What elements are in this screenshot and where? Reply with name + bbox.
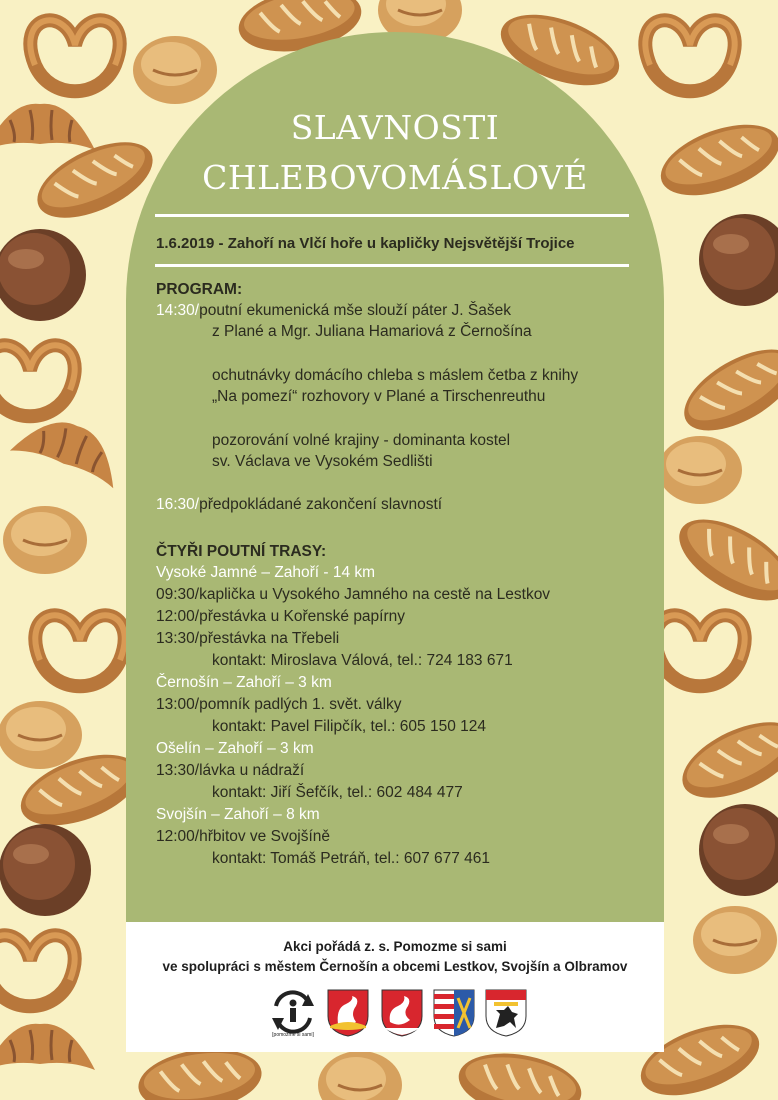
pomozme-si-sami-logo <box>268 988 318 1038</box>
program-item: pozorování volné krajiny - dominanta kostel <box>212 432 511 449</box>
divider-bottom <box>155 264 629 267</box>
cernosin-coat-of-arms <box>326 988 370 1038</box>
route-stop: 12:00/hřbitov ve Svojšíně <box>156 828 331 845</box>
route-contact: kontakt: Miroslava Válová, tel.: 724 183 671 <box>212 652 513 669</box>
program-time: 16:30/ <box>156 496 200 513</box>
date-place: 1.6.2019 - Zahoří na Vlčí hoře u kapličky Nejsvětější Trojice <box>156 235 575 252</box>
program-item: 16:30/předpokládané zakončení slavností <box>156 496 443 513</box>
logo-caption: [pomozme si sami] <box>272 1032 314 1038</box>
route-contact: kontakt: Tomáš Petráň, tel.: 607 677 461 <box>212 850 491 867</box>
route-contact: kontakt: Jiří Šefčík, tel.: 602 484 477 <box>212 784 463 801</box>
organizer-line: Akci pořádá z. s. Pomozme si sami <box>283 939 507 954</box>
program-item-line: z Plané a Mgr. Juliana Hamariová z Černošína <box>212 323 532 340</box>
route-name: Vysoké Jamné – Zahoří - 14 km <box>156 564 376 581</box>
partners-line: ve spolupráci s městem Černošín a obcemi Lestkov, Svojšín a Olbramov <box>162 959 628 974</box>
program-item-line: sv. Václava ve Vysokém Sedlišti <box>212 453 433 470</box>
route-stop: 12:00/přestávka u Kořenské papírny <box>156 608 406 625</box>
route-stop: 09:30/kaplička u Vysokého Jamného na cestě na Lestkov <box>156 586 551 603</box>
route-stop: 13:30/přestávka na Třebeli <box>156 630 340 647</box>
title-line-2: CHLEBOVOMÁSLOVÉ <box>202 158 588 197</box>
lestkov-coat-of-arms <box>380 988 424 1038</box>
route-contact: kontakt: Pavel Filipčík, tel.: 605 150 124 <box>212 718 486 735</box>
route-name: Svojšín – Zahoří – 8 km <box>156 806 320 823</box>
routes-heading: ČTYŘI POUTNÍ TRASY: <box>156 543 327 560</box>
program-heading: PROGRAM: <box>156 281 243 298</box>
program-item: 14:30/poutní ekumenická mše slouží páter J. Šašek <box>156 302 511 319</box>
program-item: ochutnávky domácího chleba s máslem četba z knihy <box>212 367 579 384</box>
program-time: 14:30/ <box>156 302 200 319</box>
route-stop: 13:30/lávka u nádraží <box>156 762 305 779</box>
route-name: Černošín – Zahoří – 3 km <box>156 674 332 691</box>
svojsin-coat-of-arms <box>432 988 476 1038</box>
divider-top <box>155 214 629 217</box>
program-item-line: „Na pomezí“ rozhovory v Plané a Tirschenreuthu <box>212 388 546 405</box>
title-line-1: SLAVNOSTI <box>290 108 500 147</box>
route-name: Ošelín – Zahoří – 3 km <box>156 740 314 757</box>
route-stop: 13:00/pomník padlých 1. svět. války <box>156 696 402 713</box>
olbramov-coat-of-arms <box>484 988 528 1038</box>
